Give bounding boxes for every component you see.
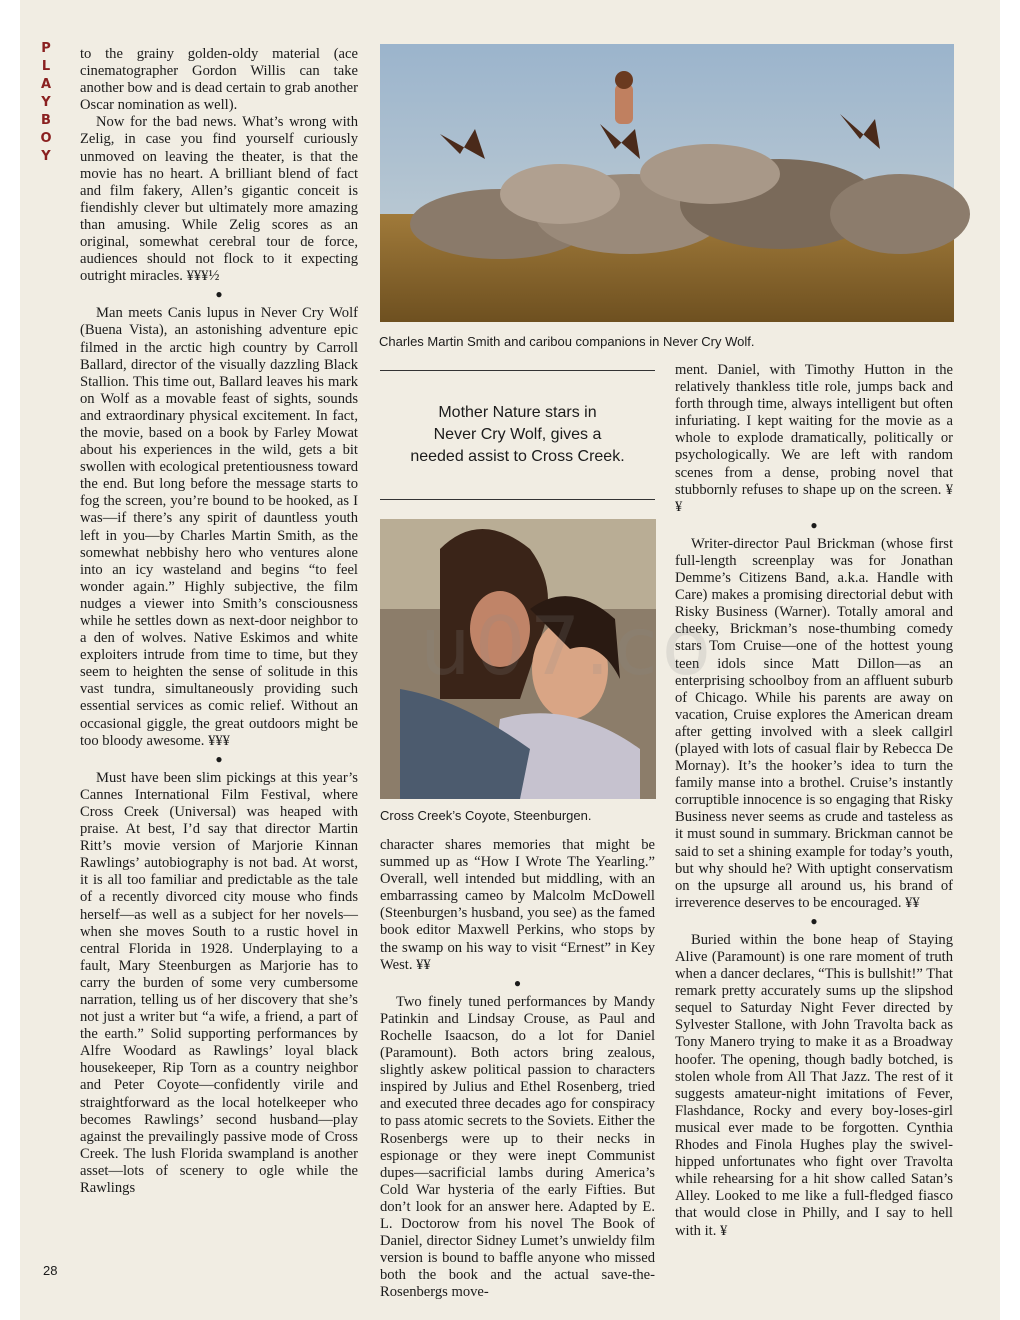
column-3 [675, 362, 953, 1280]
col2-paragraph-1: character shares memories that might be summed up as “How I Wrote The Yearling.” Overall, well intended but middling, with an embarrassing cameo by Malcolm McDowell (Steenburgen’s husband, you see) as the famed book editor Maxwell Perkins, who stops by the swamp on his way to visit “Ernest” in Key West. ¥¥ [380, 837, 655, 973]
col1-paragraph-1: to the grainy golden-oldy material (ace cinematographer Gordon Willis can take another bow and is dead certain to grab another Oscar nomination as well). [80, 46, 358, 114]
watermark: u07.co [420, 600, 715, 693]
pull-quote-line-1: Mother Nature stars in [438, 404, 597, 421]
section-bullet: ● [810, 913, 818, 928]
col3-paragraph-1: ment. Daniel, with Timothy Hutton in the relatively thankless title role, jumps back and forth through time, always intelligent but often infuriating. I kept waiting for the movie as a whole to explode dramatically, politically or psychologically. We are left with random scenes from a dense, probing novel that stubbornly refuses to shape up on the screen. ¥¥ [675, 362, 953, 515]
col3-paragraph-3: Buried within the bone heap of Staying Alive (Paramount) is one rare moment of truth when a dancer declares, “This is bullshit!” That remark pretty accurately sums up the slipshod sequel to Saturday Night Fever directed by Sylvester Stallone, with John Travolta back as Tony Manero trying to make it as a Broadway hoofer. The opening, though badly botched, is stolen whole from All That Jazz. The rest of it suggests amateur-night imitations of Fever, Flashdance, Rocky and every boy-loses-girl musical ever made to be forgotten. Cynthia Rhodes and Finola Hughes play the swivel-hipped unfortunates who fight over Travolta while rehearsing for a hit show called Satan’s Alley. Looked to me like a full-fledged fiasco that would close in Philly, and I say to hell with it. ¥ [675, 931, 953, 1239]
couple-photo-caption: Cross Creek’s Coyote, Steenburgen. [380, 808, 592, 823]
section-bullet: ● [810, 517, 818, 532]
pull-quote-line-2: Never Cry Wolf, gives a [433, 426, 602, 443]
col2-paragraph-2: Two finely tuned performances by Mandy Patinkin and Lindsay Crouse, as Paul and Rochelle Isaacson, do a lot for Daniel (Paramount). Both actors bring zealous, slightly askew political passion to characters inspired by Julius and Ethel Rosenberg, tried and executed three decades ago for conspiracy to pass atomic secrets to the Soviets. Either the Rosenbergs were up to their necks in espionage or they were inept Communist dupes—sacrificial lambs during America’s Cold War hysteria of the early Fifties. But don’t look for an answer here. Adapted by E. L. Doctorow from his novel The Book of Daniel, director Sidney Lumet’s unwieldy film version is bound to baffle anyone who missed both the book and the actual save-the-Rosenbergs move- [380, 993, 655, 1301]
col1-paragraph-4: Must have been slim pickings at this year’s Cannes International Film Festival, where Cross Creek (Universal) was heaped with praise. At best, I’d say that director Martin Ritt’s movie version of Marjorie Kinnan Rawlings’ autobiography is not bad. At worst, it is all too familiar and predictable as the tale of a recently divorced city mouse who finds herself—as well as a subject for her novels—when she moves South to a rustic hovel in central Florida in 1928. Underplaying to a fault, Mary Steenburgen as Marjorie has to carry the burden of some very cumbersome narration, telling us of her discovery that she’s not just a writer but “a wife, a friend, a part of the earth.” Solid supporting performances by Alfre Woodard as Rawlings’ loyal black housekeeper, Rip Torn as a country neighbor and Peter Coyote—confidently virile and straightforward as the local hotelkeeper who becomes Rawlings’ second husband—play against the prevailingly passive mode of Cross Creek. The lush Florida swampland is another asset—lots of scenery to ogle while the Rawlings [80, 769, 358, 1196]
page-number: 28 [43, 1263, 58, 1278]
caribou-photo-image [380, 44, 954, 322]
caribou-photo [380, 44, 954, 322]
pull-quote-line-3: needed assist to Cross Creek. [410, 448, 625, 465]
section-bullet: ● [215, 287, 223, 302]
magazine-vertical-title: P L A Y B O Y [40, 41, 52, 164]
caribou-photo-caption: Charles Martin Smith and caribou companions in Never Cry Wolf. [379, 334, 755, 349]
pull-quote [380, 370, 655, 500]
column-1 [80, 46, 358, 1281]
col3-paragraph-2: Writer-director Paul Brickman (whose first full-length screenplay was for Jonathan Demme’s Citizens Band, a.k.a. Handle with Care) makes a promising directorial debut with Risky Business (Warner). Totally amoral and cheeky, Brickman’s nose-thumbing comedy stars Tom Cruise—one of the hottest young teen idols since Matt Dillon—as an enterprising schoolboy from an affluent suburb of Chicago. While his parents are away on vacation, Cruise explores the American dream after getting involved with a sleek callgirl (played with lots of casual flair by Rebecca De Mornay). It’s the hooker’s idea to turn the family manse into a brothel. Cruise’s instantly corruptible innocence is so engaging that Risky Business never seems as crude and tasteless as it must sound in summary. Brickman cannot be said to set a shining example for today’s youth, but why should he? With uptight conservatism on the upsurge all around us, his brand of irreverence deserves to be encouraged. ¥¥ [675, 535, 953, 911]
section-bullet: ● [513, 975, 522, 990]
col1-paragraph-3: Man meets Canis lupus in Never Cry Wolf (Buena Vista), an astonishing adventure epic filmed in the arctic high country by Carroll Ballard, director of the visually dazzling Black Stallion. This time out, Ballard leaves his mark on Wolf as a movable feast of sights, sounds and extraordinary physical excitement. In fact, the movie, based on a book by Farley Mowat about his experiences in the wild, gets a bit swollen with ecological pretentiousness toward the end. But long before the message starts to fog the screen, you’re bound to be hooked, as I was—if there’s any spirit of dauntless youth left in you—by Charles Martin Smith, as the somewhat nebbishy hero who ventures alone into an icy wasteland and begins “to feel wonder again.” Highly subjective, the film nudges a viewer into Smith’s consciousness while he settles down as next-door neighbor to a den of wolves. Native Eskimos and white exploiters intrude from time to time, but they seem to heighten the sense of solitude in this vast tundra, simultaneously providing such essential services as comic relief. Without an occasional giggle, the great outdoors might be too bloody awesome. ¥¥¥ [80, 305, 358, 749]
column-2 [380, 837, 655, 1301]
col1-paragraph-2: Now for the bad news. What’s wrong with Zelig, in case you find yourself curiously unmoved on leaving the theater, is that the movie has no heart. A brilliant blend of fact and film fakery, Allen’s gigantic conceit is fiendishly clever but ultimately more amazing than amusing. While Zelig scores as an original, somewhat cerebral tour de force, audiences should not flock to it expecting outright miracles. ¥¥¥½ [80, 114, 358, 285]
section-bullet: ● [215, 751, 223, 766]
